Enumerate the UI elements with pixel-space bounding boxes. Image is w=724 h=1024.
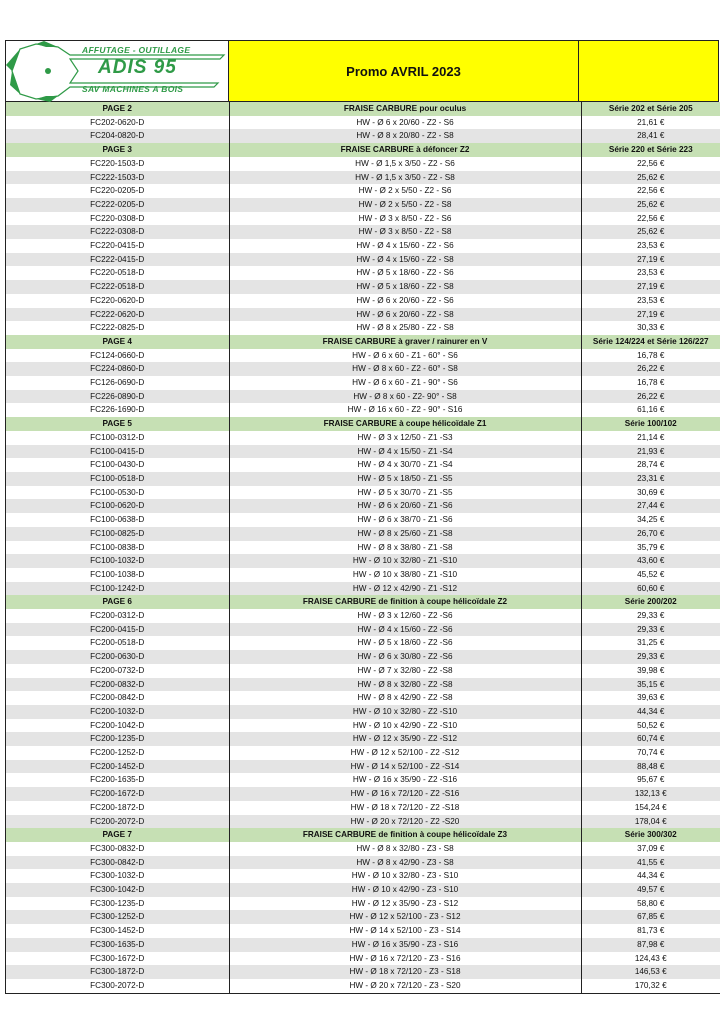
table-row <box>6 212 720 226</box>
price-cell: 16,78 € <box>581 349 720 363</box>
description-cell: HW - Ø 16 x 35/90 - Z3 - S16 <box>229 938 581 952</box>
reference-cell: FC200-1252-D <box>6 746 229 760</box>
reference-cell: FC300-1452-D <box>6 924 229 938</box>
table-row <box>6 486 720 500</box>
reference-cell: FC222-0308-D <box>6 225 229 239</box>
price-cell: 35,79 € <box>581 541 720 555</box>
table-row <box>6 705 720 719</box>
reference-cell: PAGE 3 <box>6 143 229 157</box>
table-row <box>6 952 720 966</box>
description-cell: HW - Ø 12 x 35/90 - Z3 - S12 <box>229 897 581 911</box>
price-cell: 21,61 € <box>581 116 720 130</box>
description-cell: HW - Ø 8 x 42/90 - Z2 -S8 <box>229 691 581 705</box>
description-cell: HW - Ø 6 x 60 - Z1 - 60° - S6 <box>229 349 581 363</box>
reference-cell: FC100-0530-D <box>6 486 229 500</box>
table-row <box>6 321 720 335</box>
reference-cell: FC226-0890-D <box>6 390 229 404</box>
section-header-row <box>6 143 720 157</box>
reference-cell: FC200-0630-D <box>6 650 229 664</box>
reference-cell: FC200-1635-D <box>6 773 229 787</box>
price-cell: Série 202 et Série 205 <box>581 102 720 116</box>
table-row <box>6 856 720 870</box>
description-cell: HW - Ø 5 x 18/60 - Z2 -S6 <box>229 636 581 650</box>
description-cell: HW - Ø 6 x 38/70 - Z1 -S6 <box>229 513 581 527</box>
table-row <box>6 746 720 760</box>
description-cell: HW - Ø 6 x 60 - Z1 - 90° - S6 <box>229 376 581 390</box>
reference-cell: FC100-1242-D <box>6 582 229 596</box>
reference-cell: FC220-0620-D <box>6 294 229 308</box>
price-cell: 39,63 € <box>581 691 720 705</box>
description-cell: HW - Ø 5 x 18/60 - Z2 - S8 <box>229 280 581 294</box>
reference-cell: FC300-1042-D <box>6 883 229 897</box>
price-cell: 29,33 € <box>581 609 720 623</box>
price-cell: 61,16 € <box>581 403 720 417</box>
table-row <box>6 924 720 938</box>
price-cell: 29,33 € <box>581 623 720 637</box>
price-cell: 27,19 € <box>581 280 720 294</box>
table-row <box>6 719 720 733</box>
reference-cell: FC300-1635-D <box>6 938 229 952</box>
description-cell: HW - Ø 4 x 15/60 - Z2 - S8 <box>229 253 581 267</box>
price-table <box>6 102 720 994</box>
reference-cell: PAGE 5 <box>6 417 229 431</box>
reference-cell: FC222-1503-D <box>6 171 229 185</box>
reference-cell: FC300-1252-D <box>6 910 229 924</box>
description-cell: FRAISE CARBURE de finition à coupe hélicoïdale Z3 <box>229 828 581 842</box>
reference-cell: FC220-0308-D <box>6 212 229 226</box>
reference-cell: FC200-1032-D <box>6 705 229 719</box>
description-cell: HW - Ø 8 x 25/60 - Z1 -S8 <box>229 527 581 541</box>
section-header-row <box>6 595 720 609</box>
description-cell: HW - Ø 8 x 60 - Z2 - 60° - S8 <box>229 362 581 376</box>
reference-cell: FC300-1032-D <box>6 869 229 883</box>
table-row <box>6 787 720 801</box>
description-cell: HW - Ø 4 x 30/70 - Z1 -S4 <box>229 458 581 472</box>
table-row <box>6 239 720 253</box>
price-cell: 21,14 € <box>581 431 720 445</box>
table-row <box>6 910 720 924</box>
table-row <box>6 869 720 883</box>
table-row <box>6 938 720 952</box>
description-cell: HW - Ø 6 x 20/60 - Z2 - S8 <box>229 308 581 322</box>
description-cell: HW - Ø 8 x 42/90 - Z3 - S8 <box>229 856 581 870</box>
price-cell: 81,73 € <box>581 924 720 938</box>
description-cell: HW - Ø 5 x 30/70 - Z1 -S5 <box>229 486 581 500</box>
table-row <box>6 445 720 459</box>
description-cell: HW - Ø 16 x 60 - Z2 - 90° - S16 <box>229 403 581 417</box>
reference-cell: FC222-0415-D <box>6 253 229 267</box>
header-row <box>6 41 718 102</box>
price-cell: 30,69 € <box>581 486 720 500</box>
description-cell: HW - Ø 16 x 72/120 - Z2 -S16 <box>229 787 581 801</box>
reference-cell: FC200-0518-D <box>6 636 229 650</box>
price-cell: 23,53 € <box>581 294 720 308</box>
description-cell: HW - Ø 12 x 52/100 - Z3 - S12 <box>229 910 581 924</box>
description-cell: HW - Ø 3 x 12/60 - Z2 -S6 <box>229 609 581 623</box>
reference-cell: FC222-0205-D <box>6 198 229 212</box>
table-row <box>6 623 720 637</box>
description-cell: HW - Ø 1,5 x 3/50 - Z2 - S8 <box>229 171 581 185</box>
price-cell: 23,31 € <box>581 472 720 486</box>
logo-line-1: AFFUTAGE - OUTILLAGE <box>82 45 191 55</box>
reference-cell: FC200-2072-D <box>6 815 229 829</box>
description-cell: HW - Ø 3 x 12/50 - Z1 -S3 <box>229 431 581 445</box>
table-row <box>6 116 720 130</box>
price-cell: Série 124/224 et Série 126/227 <box>581 335 720 349</box>
price-cell: 39,98 € <box>581 664 720 678</box>
table-row <box>6 280 720 294</box>
table-row <box>6 760 720 774</box>
price-cell: 23,53 € <box>581 266 720 280</box>
price-cell: 29,33 € <box>581 650 720 664</box>
reference-cell: FC222-0620-D <box>6 308 229 322</box>
reference-cell: FC200-1672-D <box>6 787 229 801</box>
reference-cell: FC100-0620-D <box>6 499 229 513</box>
price-cell: 37,09 € <box>581 842 720 856</box>
reference-cell: FC100-0415-D <box>6 445 229 459</box>
price-cell: 26,70 € <box>581 527 720 541</box>
price-cell: 88,48 € <box>581 760 720 774</box>
table-row <box>6 376 720 390</box>
description-cell: HW - Ø 5 x 18/60 - Z2 - S6 <box>229 266 581 280</box>
price-cell: Série 300/302 <box>581 828 720 842</box>
price-cell: Série 220 et Série 223 <box>581 143 720 157</box>
table-row <box>6 732 720 746</box>
reference-cell: FC100-1032-D <box>6 554 229 568</box>
table-row <box>6 390 720 404</box>
table-row <box>6 554 720 568</box>
price-cell: 41,55 € <box>581 856 720 870</box>
section-header-row <box>6 102 720 116</box>
table-row <box>6 129 720 143</box>
reference-cell: FC100-0838-D <box>6 541 229 555</box>
reference-cell: FC300-1872-D <box>6 965 229 979</box>
description-cell: HW - Ø 10 x 38/80 - Z1 -S10 <box>229 568 581 582</box>
section-header-row <box>6 335 720 349</box>
description-cell: HW - Ø 6 x 20/60 - Z1 -S6 <box>229 499 581 513</box>
price-cell: 27,19 € <box>581 253 720 267</box>
description-cell: HW - Ø 16 x 72/120 - Z3 - S16 <box>229 952 581 966</box>
price-cell: 87,98 € <box>581 938 720 952</box>
table-row <box>6 568 720 582</box>
description-cell: HW - Ø 18 x 72/120 - Z2 -S18 <box>229 801 581 815</box>
price-cell: 26,22 € <box>581 362 720 376</box>
reference-cell: FC226-1690-D <box>6 403 229 417</box>
reference-cell: FC220-0518-D <box>6 266 229 280</box>
reference-cell: FC100-0638-D <box>6 513 229 527</box>
table-row <box>6 458 720 472</box>
description-cell: HW - Ø 7 x 32/80 - Z2 -S8 <box>229 664 581 678</box>
table-row <box>6 582 720 596</box>
reference-cell: FC200-1042-D <box>6 719 229 733</box>
reference-cell: FC300-1672-D <box>6 952 229 966</box>
description-cell: HW - Ø 6 x 20/60 - Z2 - S6 <box>229 116 581 130</box>
reference-cell: FC200-0732-D <box>6 664 229 678</box>
price-cell: 44,34 € <box>581 705 720 719</box>
price-cell: 95,67 € <box>581 773 720 787</box>
table-row <box>6 897 720 911</box>
description-cell: HW - Ø 10 x 42/90 - Z3 - S10 <box>229 883 581 897</box>
reference-cell: FC222-0825-D <box>6 321 229 335</box>
description-cell: HW - Ø 10 x 32/80 - Z3 - S10 <box>229 869 581 883</box>
table-row <box>6 308 720 322</box>
price-cell: 27,44 € <box>581 499 720 513</box>
table-row <box>6 171 720 185</box>
reference-cell: FC200-1452-D <box>6 760 229 774</box>
description-cell: HW - Ø 4 x 15/60 - Z2 - S6 <box>229 239 581 253</box>
description-cell: HW - Ø 8 x 60 - Z2- 90° - S8 <box>229 390 581 404</box>
section-header-row <box>6 828 720 842</box>
reference-cell: FC100-0825-D <box>6 527 229 541</box>
description-cell: HW - Ø 12 x 42/90 - Z1 -S12 <box>229 582 581 596</box>
table-row <box>6 431 720 445</box>
description-cell: HW - Ø 1,5 x 3/50 - Z2 - S6 <box>229 157 581 171</box>
table-row <box>6 294 720 308</box>
description-cell: FRAISE CARBURE de finition à coupe hélicoïdale Z2 <box>229 595 581 609</box>
description-cell: HW - Ø 3 x 8/50 - Z2 - S8 <box>229 225 581 239</box>
reference-cell: FC300-0832-D <box>6 842 229 856</box>
reference-cell: FC220-1503-D <box>6 157 229 171</box>
description-cell: HW - Ø 2 x 5/50 - Z2 - S8 <box>229 198 581 212</box>
reference-cell: FC100-1038-D <box>6 568 229 582</box>
reference-cell: FC224-0860-D <box>6 362 229 376</box>
price-cell: 25,62 € <box>581 225 720 239</box>
table-row <box>6 541 720 555</box>
description-cell: HW - Ø 16 x 35/90 - Z2 -S16 <box>229 773 581 787</box>
description-cell: HW - Ø 2 x 5/50 - Z2 - S6 <box>229 184 581 198</box>
description-cell: FRAISE CARBURE à coupe hélicoïdale Z1 <box>229 417 581 431</box>
price-cell: 31,25 € <box>581 636 720 650</box>
table-row <box>6 979 720 993</box>
reference-cell: FC200-0832-D <box>6 678 229 692</box>
reference-cell: FC124-0660-D <box>6 349 229 363</box>
description-cell: HW - Ø 8 x 38/80 - Z1 -S8 <box>229 541 581 555</box>
table-row <box>6 965 720 979</box>
reference-cell: PAGE 6 <box>6 595 229 609</box>
price-cell: 154,24 € <box>581 801 720 815</box>
table-row <box>6 883 720 897</box>
price-cell: 67,85 € <box>581 910 720 924</box>
price-cell: Série 100/102 <box>581 417 720 431</box>
price-cell: 21,93 € <box>581 445 720 459</box>
reference-cell: FC100-0430-D <box>6 458 229 472</box>
price-cell: 44,34 € <box>581 869 720 883</box>
price-cell: 132,13 € <box>581 787 720 801</box>
section-header-row <box>6 417 720 431</box>
table-row <box>6 773 720 787</box>
reference-cell: FC220-0205-D <box>6 184 229 198</box>
reference-cell: FC220-0415-D <box>6 239 229 253</box>
description-cell: HW - Ø 20 x 72/120 - Z3 - S20 <box>229 979 581 993</box>
reference-cell: PAGE 2 <box>6 102 229 116</box>
header-blank-cell <box>579 41 718 101</box>
reference-cell: FC300-0842-D <box>6 856 229 870</box>
table-row <box>6 815 720 829</box>
description-cell: HW - Ø 8 x 32/80 - Z2 -S8 <box>229 678 581 692</box>
description-cell: HW - Ø 8 x 25/80 - Z2 - S8 <box>229 321 581 335</box>
table-row <box>6 650 720 664</box>
price-cell: Série 200/202 <box>581 595 720 609</box>
table-row <box>6 157 720 171</box>
reference-cell: FC100-0518-D <box>6 472 229 486</box>
price-cell: 49,57 € <box>581 883 720 897</box>
table-row <box>6 678 720 692</box>
price-cell: 70,74 € <box>581 746 720 760</box>
price-cell: 60,74 € <box>581 732 720 746</box>
price-cell: 28,74 € <box>581 458 720 472</box>
description-cell: HW - Ø 4 x 15/60 - Z2 -S6 <box>229 623 581 637</box>
price-cell: 178,04 € <box>581 815 720 829</box>
price-cell: 22,56 € <box>581 184 720 198</box>
description-cell: HW - Ø 20 x 72/120 - Z2 -S20 <box>229 815 581 829</box>
description-cell: HW - Ø 14 x 52/100 - Z3 - S14 <box>229 924 581 938</box>
description-cell: HW - Ø 3 x 8/50 - Z2 - S6 <box>229 212 581 226</box>
price-cell: 45,52 € <box>581 568 720 582</box>
price-cell: 34,25 € <box>581 513 720 527</box>
description-cell: FRAISE CARBURE à graver / rainurer en V <box>229 335 581 349</box>
reference-cell: PAGE 4 <box>6 335 229 349</box>
price-cell: 43,60 € <box>581 554 720 568</box>
description-cell: HW - Ø 10 x 32/80 - Z1 -S10 <box>229 554 581 568</box>
price-cell: 50,52 € <box>581 719 720 733</box>
table-row <box>6 664 720 678</box>
price-cell: 30,33 € <box>581 321 720 335</box>
price-cell: 25,62 € <box>581 171 720 185</box>
reference-cell: PAGE 7 <box>6 828 229 842</box>
price-cell: 146,53 € <box>581 965 720 979</box>
company-logo <box>6 41 229 101</box>
logo-brand: ADIS 95 <box>98 57 177 78</box>
reference-cell: FC126-0690-D <box>6 376 229 390</box>
price-cell: 124,43 € <box>581 952 720 966</box>
description-cell: HW - Ø 10 x 42/90 - Z2 -S10 <box>229 719 581 733</box>
description-cell: HW - Ø 8 x 20/80 - Z2 - S8 <box>229 129 581 143</box>
table-row <box>6 266 720 280</box>
price-cell: 58,80 € <box>581 897 720 911</box>
description-cell: HW - Ø 5 x 18/50 - Z1 -S5 <box>229 472 581 486</box>
price-cell: 26,22 € <box>581 390 720 404</box>
description-cell: HW - Ø 12 x 52/100 - Z2 -S12 <box>229 746 581 760</box>
price-cell: 28,41 € <box>581 129 720 143</box>
table-row <box>6 636 720 650</box>
reference-cell: FC100-0312-D <box>6 431 229 445</box>
table-row <box>6 513 720 527</box>
price-cell: 35,15 € <box>581 678 720 692</box>
reference-cell: FC202-0620-D <box>6 116 229 130</box>
description-cell: HW - Ø 6 x 30/80 - Z2 -S6 <box>229 650 581 664</box>
table-row <box>6 184 720 198</box>
price-cell: 22,56 € <box>581 212 720 226</box>
table-row <box>6 609 720 623</box>
table-row <box>6 362 720 376</box>
table-row <box>6 403 720 417</box>
description-cell: HW - Ø 6 x 20/60 - Z2 - S6 <box>229 294 581 308</box>
table-row <box>6 472 720 486</box>
logo-line-3: SAV MACHINES A BOIS <box>82 84 184 94</box>
description-cell: HW - Ø 12 x 35/90 - Z2 -S12 <box>229 732 581 746</box>
price-list-sheet <box>5 40 719 994</box>
reference-cell: FC200-0842-D <box>6 691 229 705</box>
description-cell: HW - Ø 8 x 32/80 - Z3 - S8 <box>229 842 581 856</box>
reference-cell: FC200-0415-D <box>6 623 229 637</box>
price-cell: 23,53 € <box>581 239 720 253</box>
reference-cell: FC300-2072-D <box>6 979 229 993</box>
price-cell: 22,56 € <box>581 157 720 171</box>
description-cell: HW - Ø 10 x 32/80 - Z2 -S10 <box>229 705 581 719</box>
reference-cell: FC200-1872-D <box>6 801 229 815</box>
table-row <box>6 842 720 856</box>
price-cell: 60,60 € <box>581 582 720 596</box>
price-cell: 25,62 € <box>581 198 720 212</box>
table-row <box>6 801 720 815</box>
table-row <box>6 225 720 239</box>
price-cell: 27,19 € <box>581 308 720 322</box>
description-cell: HW - Ø 14 x 52/100 - Z2 -S14 <box>229 760 581 774</box>
description-cell: HW - Ø 4 x 15/50 - Z1 -S4 <box>229 445 581 459</box>
promo-title: Promo AVRIL 2023 <box>229 41 579 101</box>
table-row <box>6 253 720 267</box>
table-row <box>6 691 720 705</box>
price-cell: 16,78 € <box>581 376 720 390</box>
table-row <box>6 198 720 212</box>
reference-cell: FC222-0518-D <box>6 280 229 294</box>
table-row <box>6 527 720 541</box>
description-cell: HW - Ø 18 x 72/120 - Z3 - S18 <box>229 965 581 979</box>
reference-cell: FC200-1235-D <box>6 732 229 746</box>
reference-cell: FC300-1235-D <box>6 897 229 911</box>
price-cell: 170,32 € <box>581 979 720 993</box>
reference-cell: FC204-0820-D <box>6 129 229 143</box>
description-cell: FRAISE CARBURE à défoncer Z2 <box>229 143 581 157</box>
description-cell: FRAISE CARBURE pour oculus <box>229 102 581 116</box>
reference-cell: FC200-0312-D <box>6 609 229 623</box>
table-row <box>6 349 720 363</box>
table-row <box>6 499 720 513</box>
